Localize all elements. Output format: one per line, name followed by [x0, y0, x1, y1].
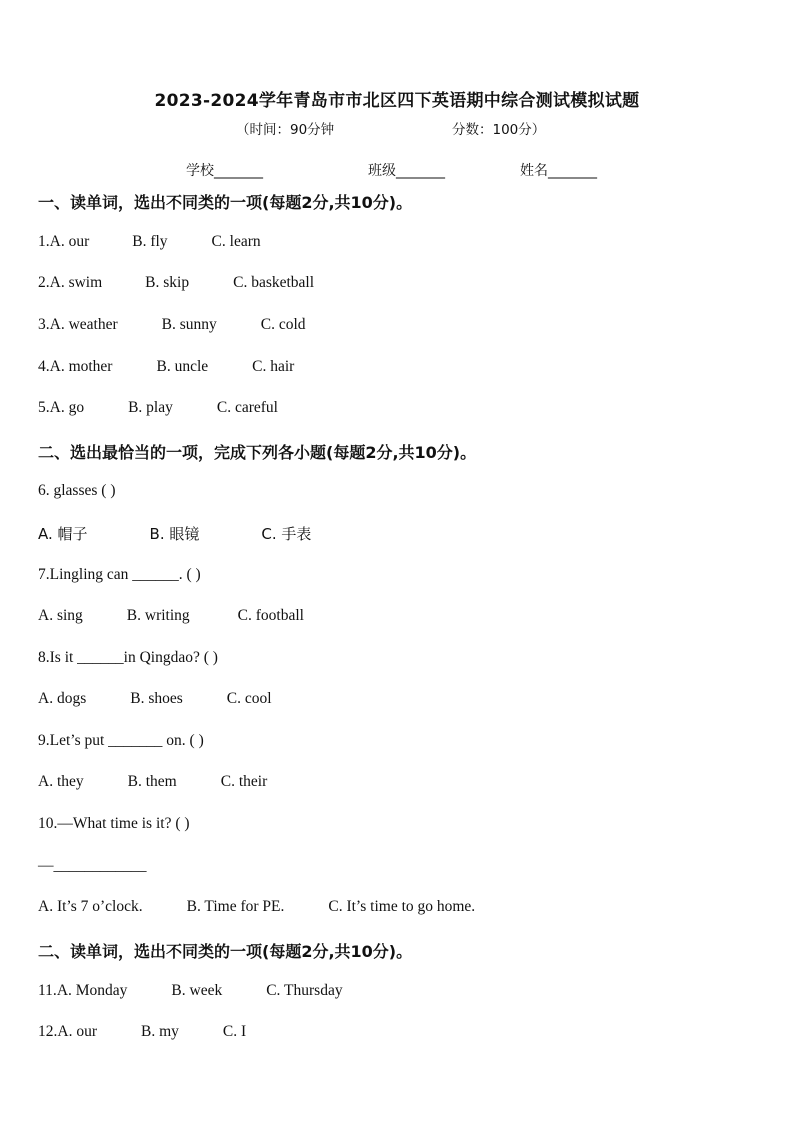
option-c: C. I: [222, 1023, 247, 1040]
question-4: [38, 358, 294, 376]
question-5: [38, 399, 278, 417]
option-b: B. Time for PE.: [186, 898, 285, 915]
option-a: A. mother: [49, 358, 113, 375]
option-a: A. they: [38, 773, 84, 790]
question-10-options: [38, 898, 475, 916]
exam-time: （时间：90分钟: [236, 122, 335, 138]
exam-score: 分数：100分）: [452, 122, 546, 138]
option-c: C. cool: [226, 690, 272, 707]
question-12: [38, 1023, 246, 1041]
question-number: 1.: [38, 233, 50, 250]
option-b: B. skip: [145, 274, 190, 291]
question-9-options: [38, 773, 267, 791]
answer-line: —____________: [38, 857, 147, 874]
question-number: 3.: [38, 316, 50, 333]
option-c: C. learn: [211, 233, 261, 250]
question-3: [38, 316, 306, 334]
option-a: A. 帽子: [38, 525, 88, 543]
option-c: C. basketball: [233, 274, 315, 291]
option-c: C. hair: [252, 358, 295, 375]
question-number: 5.: [38, 399, 50, 416]
class-field: 班级_______: [368, 163, 445, 179]
option-b: B. them: [127, 773, 177, 790]
question-6-options: [38, 523, 311, 544]
section-heading-2: 二、选出最恰当的一项，完成下列各小题(每题2分,共10分)。: [38, 443, 477, 462]
option-a: A. dogs: [38, 690, 87, 707]
option-b: B. writing: [126, 607, 190, 624]
name-field: 姓名_______: [520, 163, 597, 179]
question-1: [38, 233, 261, 251]
section-heading-3: 二、读单词，选出不同类的一项(每题2分,共10分)。: [38, 942, 413, 961]
question-number: 11.: [38, 982, 57, 999]
question-8-stem: 8.Is it ______in Qingdao? ( ): [38, 649, 218, 666]
option-c: C. 手表: [261, 525, 312, 543]
option-b: B. my: [140, 1023, 179, 1040]
option-c: C. It’s time to go home.: [328, 898, 476, 915]
option-a: A. go: [49, 399, 85, 416]
question-8-options: [38, 690, 272, 708]
option-a: A. our: [49, 233, 90, 250]
option-a: A. weather: [49, 316, 118, 333]
option-c: C. careful: [216, 399, 278, 416]
question-9-stem: 9.Let’s put _______ on. ( ): [38, 732, 204, 749]
option-c: C. their: [220, 773, 268, 790]
option-a: A. our: [57, 1023, 97, 1040]
option-a: A. Monday: [56, 982, 128, 999]
option-a: A. sing: [38, 607, 83, 624]
question-number: 2.: [38, 274, 50, 291]
question-11: [38, 982, 343, 1000]
question-6-stem: 6. glasses ( ): [38, 482, 116, 499]
school-field: 学校_______: [186, 163, 263, 179]
option-c: C. Thursday: [266, 982, 343, 999]
section-heading-1: 一、读单词，选出不同类的一项(每题2分,共10分)。: [38, 193, 413, 212]
option-c: C. cold: [260, 316, 306, 333]
option-c: C. football: [237, 607, 304, 624]
option-b: B. sunny: [161, 316, 217, 333]
question-7-stem: 7.Lingling can ______. ( ): [38, 566, 201, 583]
option-b: B. play: [128, 399, 173, 416]
option-b: B. 眼镜: [149, 525, 200, 543]
question-number: 12.: [38, 1023, 58, 1040]
question-7-options: [38, 607, 304, 625]
option-b: B. uncle: [156, 358, 209, 375]
option-b: B. shoes: [130, 690, 183, 707]
option-b: B. fly: [132, 233, 168, 250]
page-title: 2023-2024学年青岛市市北区四下英语期中综合测试模拟试题: [154, 91, 640, 111]
question-10-stem: 10.—What time is it? ( ): [38, 815, 190, 832]
question-number: 4.: [38, 358, 50, 375]
option-a: A. It’s 7 o’clock.: [38, 898, 143, 915]
option-b: B. week: [171, 982, 223, 999]
option-a: A. swim: [49, 274, 103, 291]
question-2: [38, 274, 314, 292]
